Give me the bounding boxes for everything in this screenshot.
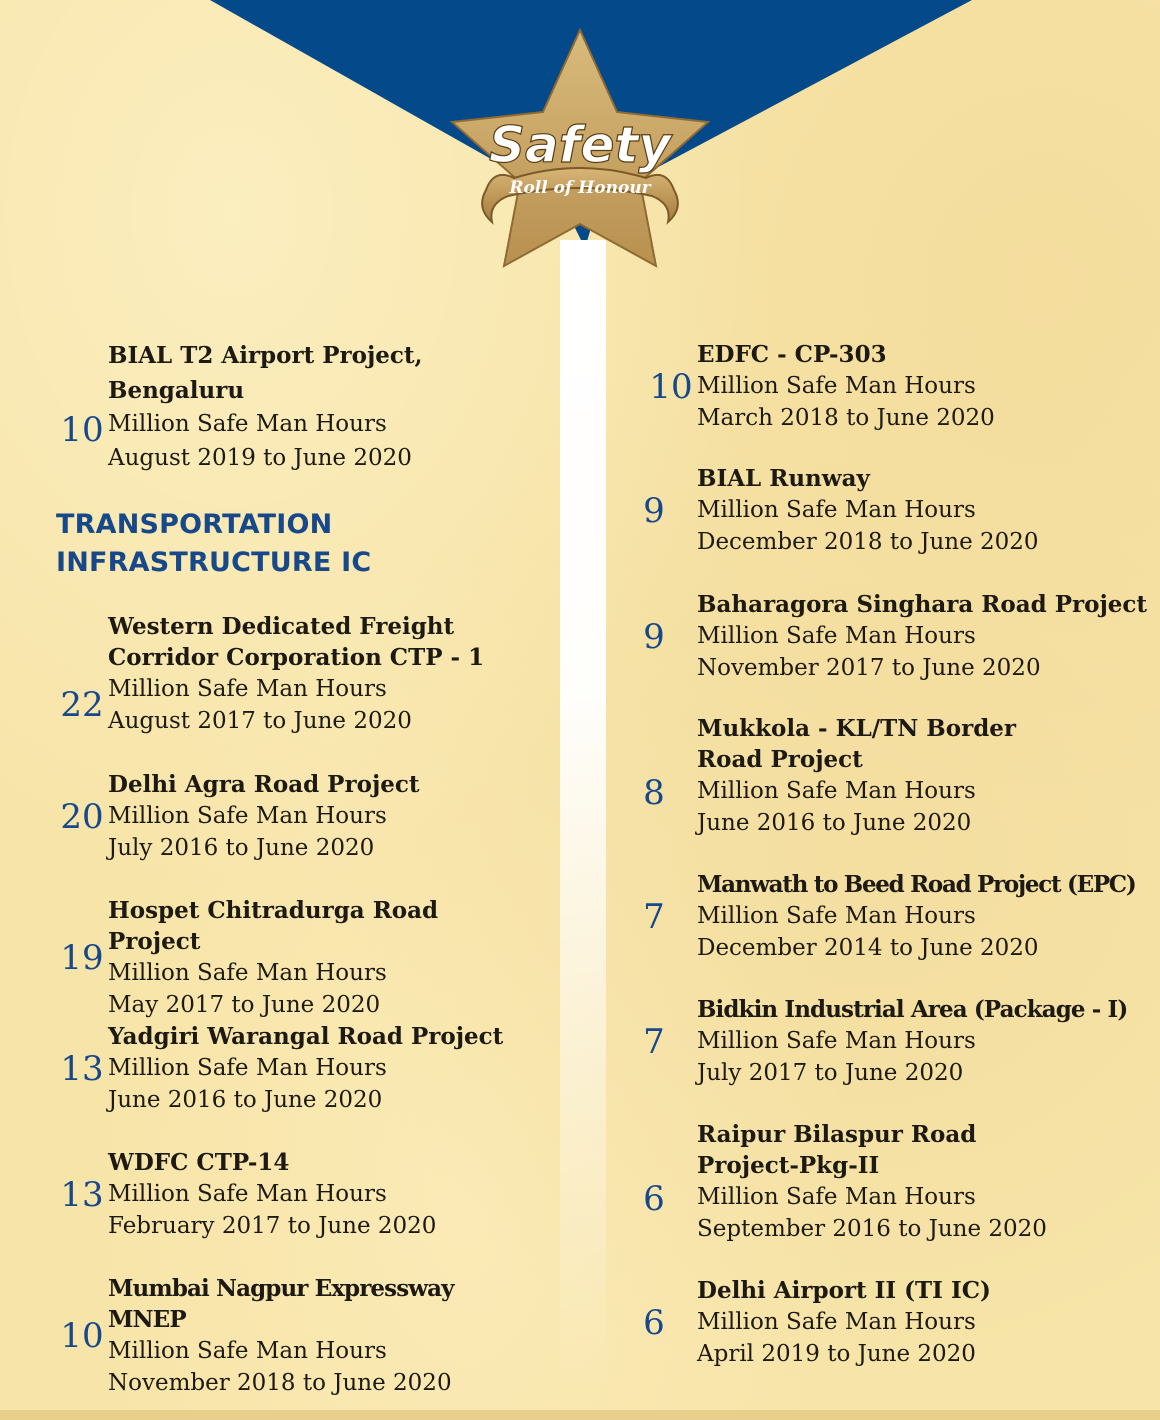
period-label: July 2017 to June 2020 [697, 1060, 964, 1086]
period-label: August 2019 to June 2020 [108, 445, 412, 471]
period-label: June 2016 to June 2020 [697, 810, 972, 836]
heading-line-2: INFRASTRUCTURE IC [56, 547, 372, 578]
honour-entry [647, 339, 1107, 434]
safe-hours-number: 13 [60, 1174, 104, 1215]
metric-label: Million Safe Man Hours [697, 903, 976, 929]
safe-hours-number: 20 [60, 796, 104, 837]
honour-entry [630, 869, 1136, 964]
honour-entry [630, 1119, 1090, 1245]
safe-hours-number: 10 [649, 366, 693, 407]
metric-label: Million Safe Man Hours [697, 778, 976, 804]
metric-label: Million Safe Man Hours [108, 411, 387, 437]
safe-hours-number: 6 [643, 1179, 665, 1219]
badge-title: Safety [489, 116, 671, 174]
honour-entry [58, 611, 518, 737]
safe-hours-number: 13 [60, 1048, 104, 1089]
period-label: April 2019 to June 2020 [697, 1341, 976, 1367]
metric-label: Million Safe Man Hours [697, 623, 976, 649]
center-divider [560, 240, 606, 1390]
honour-entry [58, 895, 518, 1021]
metric-label: Million Safe Man Hours [697, 1309, 976, 1335]
honour-entry [630, 713, 1090, 839]
honour-entry [58, 769, 518, 864]
honour-entry [58, 338, 518, 476]
project-name: Western Dedicated Freight Corridor Corporation CTP - 1 [108, 613, 485, 671]
period-label: December 2014 to June 2020 [697, 935, 1039, 961]
period-label: December 2018 to June 2020 [697, 529, 1039, 555]
project-name: Mukkola - KL/TN Border Road Project [697, 715, 1017, 773]
metric-label: Million Safe Man Hours [108, 676, 387, 702]
heading-line-1: TRANSPORTATION [56, 509, 333, 540]
project-name: WDFC CTP-14 [108, 1149, 290, 1176]
period-label: November 2018 to June 2020 [108, 1370, 452, 1396]
safe-hours-number: 22 [60, 685, 104, 725]
period-label: February 2017 to June 2020 [108, 1213, 437, 1239]
safe-hours-number: 19 [60, 938, 104, 978]
project-name: Baharagora Singhara Road Project [697, 591, 1148, 618]
period-label: August 2017 to June 2020 [108, 708, 412, 734]
honour-entry [58, 1021, 518, 1116]
metric-label: Million Safe Man Hours [108, 960, 387, 986]
safe-hours-number: 7 [643, 896, 665, 937]
project-name: Yadgiri Warangal Road Project [108, 1023, 504, 1050]
honour-entry [58, 1147, 518, 1242]
safe-hours-number: 6 [643, 1302, 665, 1343]
metric-label: Million Safe Man Hours [108, 803, 387, 829]
project-name: Bidkin Industrial Area (Package - I) [697, 996, 1128, 1023]
project-name: EDFC - CP-303 [697, 341, 887, 368]
project-name: BIAL Runway [697, 465, 870, 492]
project-name: BIAL T2 Airport Project, Bengaluru [108, 342, 423, 404]
honour-entry [630, 994, 1128, 1089]
project-name: Manwath to Beed Road Project (EPC) [697, 871, 1136, 898]
metric-label: Million Safe Man Hours [697, 1028, 976, 1054]
period-label: March 2018 to June 2020 [697, 405, 995, 431]
metric-label: Million Safe Man Hours [108, 1181, 387, 1207]
period-label: September 2016 to June 2020 [697, 1216, 1047, 1242]
metric-label: Million Safe Man Hours [697, 497, 976, 523]
project-name: Hospet Chitradurga Road Project [108, 897, 439, 955]
period-label: June 2016 to June 2020 [108, 1087, 383, 1113]
project-name: Raipur Bilaspur Road Project-Pkg-II [697, 1121, 977, 1179]
project-name: Mumbai Nagpur Expressway MNEP [108, 1275, 454, 1333]
period-label: July 2016 to June 2020 [108, 835, 375, 861]
honour-entry [58, 1273, 518, 1399]
badge-ribbon-text: Roll of Honour [509, 178, 651, 198]
safe-hours-number: 9 [643, 490, 665, 531]
honour-entry [630, 1275, 1090, 1370]
safe-hours-number: 7 [643, 1021, 665, 1062]
period-label: November 2017 to June 2020 [697, 655, 1041, 681]
project-name: Delhi Agra Road Project [108, 771, 420, 798]
metric-label: Million Safe Man Hours [697, 373, 976, 399]
project-name: Delhi Airport II (TI IC) [697, 1277, 991, 1304]
honour-entry [630, 463, 1090, 558]
period-label: May 2017 to June 2020 [108, 992, 381, 1018]
metric-label: Million Safe Man Hours [108, 1338, 387, 1364]
section-heading [56, 506, 371, 582]
honour-entry [630, 589, 1148, 684]
safe-hours-number: 10 [60, 1316, 104, 1356]
bottom-rule [0, 1410, 1160, 1420]
metric-label: Million Safe Man Hours [108, 1055, 387, 1081]
safe-hours-number: 10 [60, 410, 104, 450]
metric-label: Million Safe Man Hours [697, 1184, 976, 1210]
safe-hours-number: 9 [643, 616, 665, 657]
safe-hours-number: 8 [643, 773, 665, 813]
